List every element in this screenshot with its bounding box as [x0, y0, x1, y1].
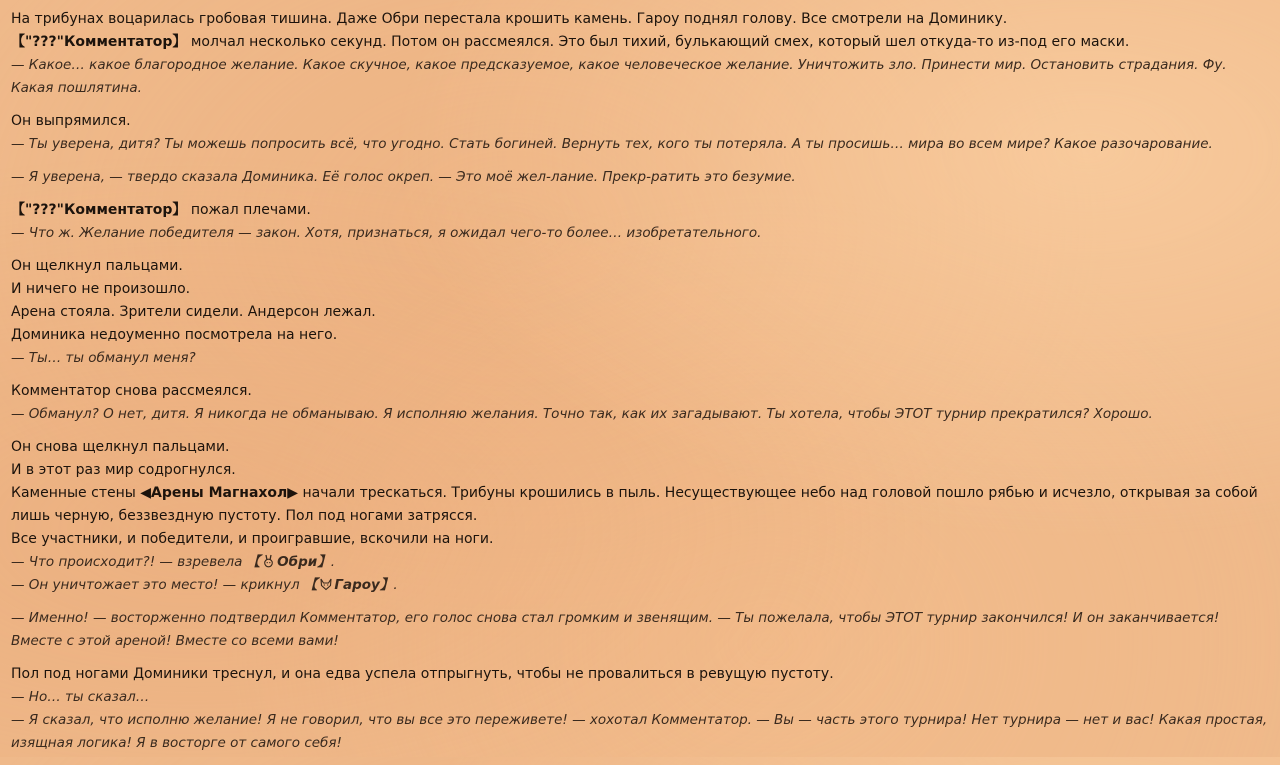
- dialogue-line: — Ты… ты обманул меня?: [11, 350, 196, 366]
- dialogue-text: — Что происходит?! — взревела: [11, 554, 247, 570]
- dialogue-line: — Обманул? О нет, дитя. Я никогда не обманываю. Я исполняю желания. Точно так, как их загадывают. Ты хотела, чтобы ЭТОТ турнир прекратился? Хорошо.: [11, 406, 1153, 422]
- paragraph: [11, 380, 1269, 426]
- location-tag-arena: ◀Арены Магнахол▶: [140, 485, 299, 501]
- character-tag-garou: Гароу: [334, 577, 380, 593]
- character-tag-aubrey: Обри: [277, 554, 318, 570]
- dialogue-text: — Он уничтожает это место! — крикнул: [11, 577, 304, 593]
- dialogue-line: — Я сказал, что исполню желание! Я не говорил, что вы все это переживете! — хохотал Комментатор. — Вы — часть этого турнира! Нет турнира — нет и вас! Какая простая, изящная логика! Я в восторге от самого себя!: [11, 712, 1268, 751]
- narration-line: [11, 482, 1269, 528]
- character-tag-close: 】: [317, 554, 331, 570]
- narration-text: пожал плечами.: [186, 202, 311, 218]
- paragraph: [11, 110, 1269, 156]
- character-tag-close: 】: [172, 34, 187, 50]
- narration-text: Каменные стены: [11, 485, 141, 501]
- narration-line: Все участники, и победители, и проигравшие, вскочили на ноги.: [11, 531, 494, 547]
- paragraph: [11, 199, 1269, 245]
- paragraph: [11, 166, 1269, 189]
- chapter-text: [11, 8, 1269, 765]
- narration-line: Доминика недоуменно посмотрела на него.: [11, 327, 338, 343]
- dialogue-line: — Я уверена, — твердо сказала Доминика. Её голос окреп. — Это моё жел-лание. Прекр-ратить это безумие.: [11, 169, 796, 185]
- narration-line: И ничего не произошло.: [11, 281, 191, 297]
- narration-text: молчал несколько секунд. Потом он рассмеялся. Это был тихий, булькающий смех, который шел откуда-то из-под его маски.: [186, 34, 1130, 50]
- narration-line: Он снова щелкнул пальцами.: [11, 439, 230, 455]
- dialogue-line: — Именно! — восторженно подтвердил Комментатор, его голос снова стал громким и звенящим. — Ты пожелала, чтобы ЭТОТ турнир закончился! И он заканчивается! Вместе с этой ареной! Вместе со всеми вами!: [11, 610, 1220, 649]
- narration-line: [11, 31, 1269, 54]
- dialogue-line: [11, 551, 1269, 574]
- character-tag-open: 【"???": [11, 202, 64, 218]
- character-tag-commentator: Комментатор: [63, 202, 173, 218]
- narration-line: [11, 199, 1269, 222]
- paragraph: [11, 255, 1269, 370]
- dialogue-text: .: [393, 577, 398, 593]
- paragraph: [11, 663, 1269, 755]
- narration-line: Комментатор снова рассмеялся.: [11, 383, 252, 399]
- dialogue-line: — Но… ты сказал…: [11, 689, 150, 705]
- character-tag-close: 】: [379, 577, 394, 593]
- wolf-icon: [319, 577, 333, 591]
- character-tag-open: 【: [246, 554, 261, 570]
- character-tag-open: 【: [303, 577, 318, 593]
- narration-line: На трибунах воцарилась гробовая тишина. Даже Обри перестала крошить камень. Гароу поднял голову. Все смотрели на Доминику.: [11, 11, 1008, 27]
- character-tag-close: 】: [172, 202, 187, 218]
- dialogue-line: [11, 574, 1269, 597]
- dialogue-line: — Ты уверена, дитя? Ты можешь попросить всё, что угодно. Стать богиней. Вернуть тех, кого ты потеряла. А ты просишь… мира во всем мире? Какое разочарование.: [11, 136, 1213, 152]
- rabbit-icon: [262, 554, 276, 568]
- narration-line: Он щелкнул пальцами.: [11, 258, 183, 274]
- narration-text: начали трескаться. Трибуны крошились в пыль. Несуществующее небо над головой пошло рябью и исчезло, открывая за собой лишь черную, беззвездную пустоту. Пол под ногами затрясся.: [11, 485, 1258, 524]
- character-tag-open: 【"???": [11, 34, 64, 50]
- dialogue-line: — Что ж. Желание победителя — закон. Хотя, признаться, я ожидал чего-то более… изобретательного.: [11, 225, 762, 241]
- dialogue-text: .: [330, 554, 335, 570]
- narration-line: И в этот раз мир содрогнулся.: [11, 462, 236, 478]
- narration-line: Арена стояла. Зрители сидели. Андерсон лежал.: [11, 304, 376, 320]
- character-tag-commentator: Комментатор: [63, 34, 173, 50]
- paragraph: [11, 436, 1269, 597]
- dialogue-line: — Какое… какое благородное желание. Какое скучное, какое предсказуемое, какое человеческое желание. Уничтожить зло. Принести мир. Остановить страдания. Фу. Какая пошлятина.: [11, 57, 1227, 96]
- paragraph: [11, 8, 1269, 100]
- paragraph: [11, 607, 1269, 653]
- narration-line: Пол под ногами Доминики треснул, и она едва успела отпрыгнуть, чтобы не провалиться в ревущую пустоту.: [11, 666, 834, 682]
- narration-line: Он выпрямился.: [11, 113, 131, 129]
